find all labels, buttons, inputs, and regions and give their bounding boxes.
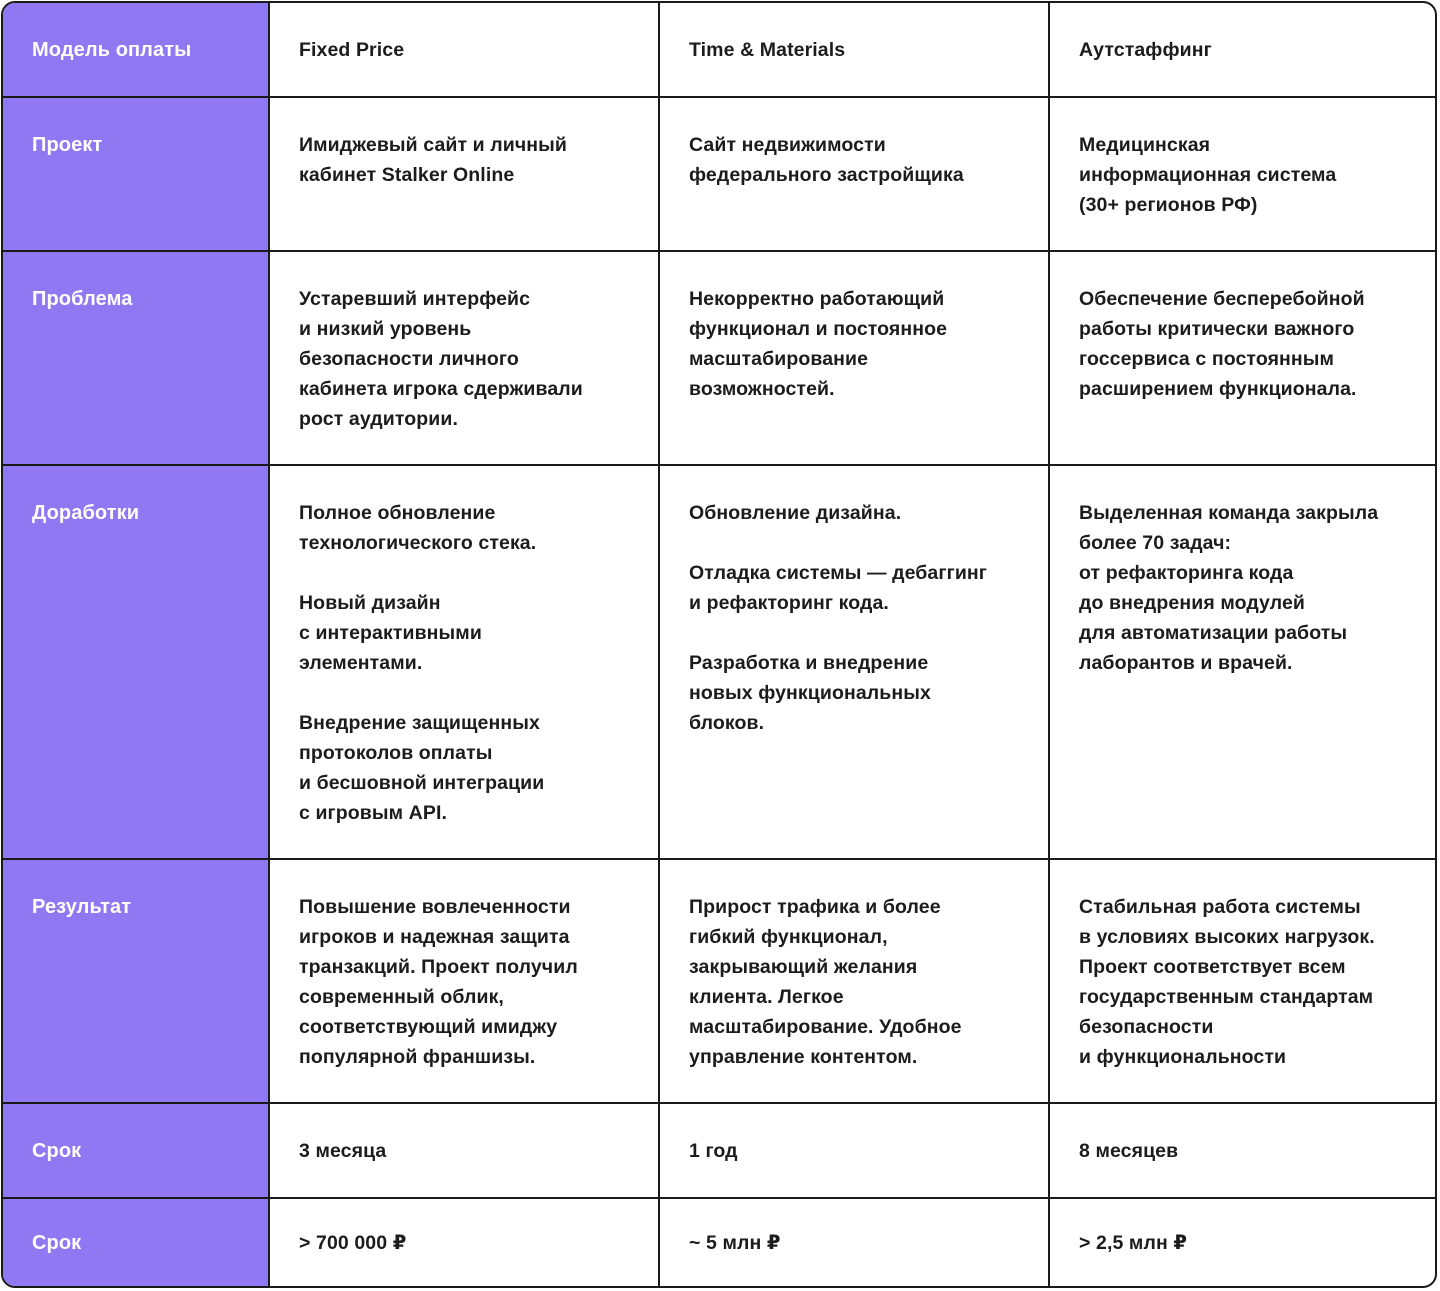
table-row-cost	[3, 1198, 1435, 1286]
table-cell	[1049, 859, 1435, 1103]
table-cell	[269, 1103, 659, 1198]
cell-text: > 700 000 ₽	[299, 1231, 407, 1254]
row-label-improvements: Доработки	[32, 502, 140, 524]
row-label-cost: Срок	[32, 1231, 82, 1254]
column-header-time-materials: Time & Materials	[689, 38, 846, 61]
table-cell	[659, 465, 1049, 859]
header-row	[3, 3, 1435, 97]
cell-text: Медицинская информационная система (30+ регионов РФ)	[1079, 134, 1337, 216]
cell-text: Обеспечение бесперебойной работы критически важного госсервиса с постоянным расширением функционала.	[1079, 288, 1365, 400]
cell-text: Повышение вовлеченности игроков и надежная защита транзакций. Проект получил современный облик, соответствующий имиджу популярной франшизы.	[299, 896, 578, 1068]
table-row-problem	[3, 251, 1435, 465]
table-cell	[659, 1198, 1049, 1286]
cell-text: Некорректно работающий функционал и постоянное масштабирование возможностей.	[689, 288, 948, 400]
cell-text: Стабильная работа системы в условиях высоких нагрузок. Проект соответствует всем государственным стандартам безопасности и функциональности	[1079, 896, 1375, 1068]
column-header-payment-model: Модель оплаты	[32, 38, 192, 61]
table-row-project	[3, 97, 1435, 251]
row-label-cell	[3, 1198, 269, 1286]
column-header-fixed-price: Fixed Price	[299, 38, 405, 61]
table-cell	[269, 97, 659, 251]
cell-text: 1 год	[689, 1139, 738, 1162]
header-cell-time-materials	[659, 3, 1049, 97]
cell-text: Сайт недвижимости федерального застройщика	[689, 134, 964, 186]
table-row-duration	[3, 1103, 1435, 1198]
cell-text: 3 месяца	[299, 1139, 387, 1162]
header-cell-fixed-price	[269, 3, 659, 97]
row-label-cell	[3, 465, 269, 859]
cell-text: Прирост трафика и более гибкий функционал, закрывающий желания клиента. Легкое масштабирование. Удобное управление контентом.	[689, 896, 962, 1068]
payment-models-comparison-table	[3, 3, 1435, 1286]
table-cell	[659, 859, 1049, 1103]
row-label-problem: Проблема	[32, 288, 133, 310]
table-cell	[269, 1198, 659, 1286]
row-label-cell	[3, 859, 269, 1103]
table-cell	[1049, 1198, 1435, 1286]
cell-text: Выделенная команда закрыла более 70 задач: от рефакторинга кода до внедрения модулей для автоматизации работы лаборантов и врачей.	[1079, 502, 1379, 674]
table-cell	[659, 251, 1049, 465]
table-cell	[1049, 251, 1435, 465]
table-cell	[1049, 97, 1435, 251]
column-header-outstaffing: Аутстаффинг	[1079, 38, 1212, 61]
header-cell-outstaffing	[1049, 3, 1435, 97]
table-cell	[1049, 465, 1435, 859]
row-label-project: Проект	[32, 134, 103, 156]
cell-text: 8 месяцев	[1079, 1139, 1179, 1162]
row-label-cell	[3, 1103, 269, 1198]
row-label-cell	[3, 97, 269, 251]
header-label-cell	[3, 3, 269, 97]
table-cell	[269, 859, 659, 1103]
table-cell	[269, 251, 659, 465]
row-label-result: Результат	[32, 896, 132, 918]
cell-text: Имиджевый сайт и личный кабинет Stalker Online	[299, 134, 567, 186]
cell-text: ~ 5 млн ₽	[689, 1231, 781, 1254]
table-cell	[659, 97, 1049, 251]
cell-text: Полное обновление технологического стека. Новый дизайн с интерактивными элементами. Внедрение защищенных протоколов оплаты и бесшовной интеграции с игровым API.	[299, 502, 545, 824]
table-row-result	[3, 859, 1435, 1103]
row-label-cell	[3, 251, 269, 465]
comparison-table-container	[1, 1, 1437, 1288]
cell-text: > 2,5 млн ₽	[1079, 1231, 1188, 1254]
row-label-duration: Срок	[32, 1139, 82, 1162]
cell-text: Устаревший интерфейс и низкий уровень безопасности личного кабинета игрока сдерживали рост аудитории.	[299, 288, 583, 430]
cell-text: Обновление дизайна. Отладка системы — дебаггинг и рефакторинг кода. Разработка и внедрение новых функциональных блоков.	[689, 502, 988, 734]
table-cell	[1049, 1103, 1435, 1198]
table-row-improvements	[3, 465, 1435, 859]
table-cell	[659, 1103, 1049, 1198]
table-cell	[269, 465, 659, 859]
